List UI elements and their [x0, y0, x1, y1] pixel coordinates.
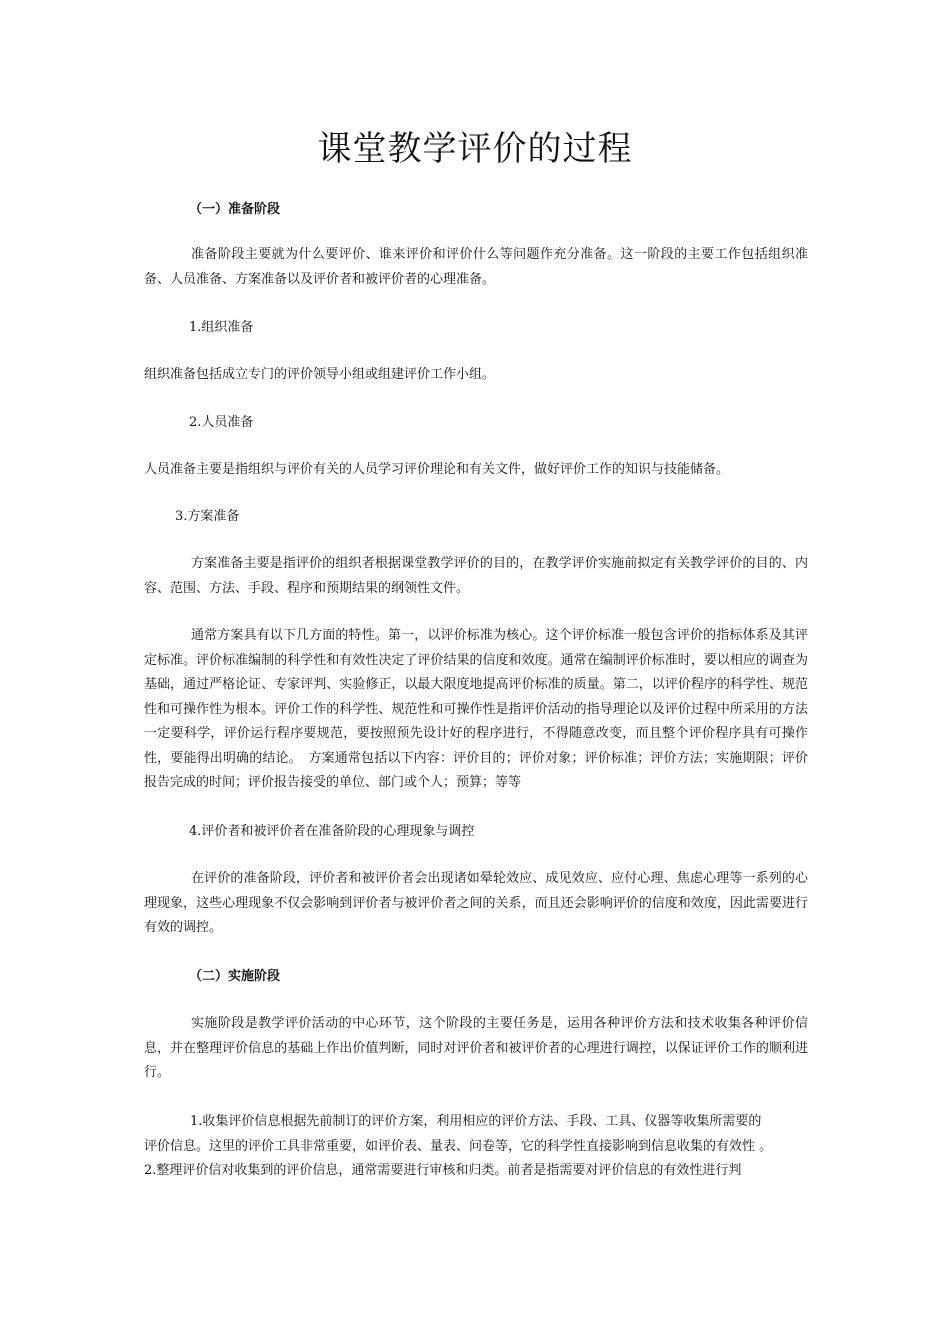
implementation-intro-paragraph: 实施阶段是教学评价活动的中心环节，这个阶段的主要任务是，运用各种评价方法和技术收集各种评价信息，并在整理评价信息的基础上作出价值判断，同时对评价者和被评价者的心理进行调控，以保证评价工作的顺利进行。 — [144, 1016, 808, 1080]
psychology-paragraph: 在评价的准备阶段，评价者和被评价者会出现诸如晕轮效应、成见效应、应付心理、焦虑心理等一系列的心理现象，这些心理现象不仅会影响到评价者与被评价者之间的关系，而且还会影响评价的信度和效度，因此需要进行有效的调控。 — [144, 871, 808, 935]
collect-line-1: 1.收集评价信息根据先前制订的评价方案，利用相应的评价方法、手段、工具、仪器等收集所需要的 — [190, 1114, 762, 1129]
collect-line-2: 评价信息。这里的评价工具非常重要，如评价表、量表、问卷等，它的科学性直接影响到信息收集的有效性 。 — [144, 1139, 773, 1154]
personnel-paragraph: 人员准备主要是指组织与评价有关的人员学习评价理论和有关文件，做好评价工作的知识与技能储备。 — [144, 462, 730, 477]
preparation-intro-paragraph: 准备阶段主要就为什么要评价、谁来评价和评价什么等问题作充分准备。这一阶段的主要工作包括组织准备、人员准备、方案准备以及评价者和被评价者的心理准备。 — [144, 247, 808, 287]
collect-line-3: 2.整理评价信对收集到的评价信息，通常需要进行审核和归类。前者是指需要对评价信息的有效性进行判 — [144, 1163, 742, 1178]
plan-paragraph-1: 方案准备主要是指评价的组织者根据课堂教学评价的目的，在教学评价实施前拟定有关教学评价的目的、内容、范围、方法、手段、程序和预期结果的纲领性文件。 — [144, 556, 808, 596]
subheading-plan: 3.方案准备 — [175, 509, 240, 524]
subheading-psychology: 4.评价者和被评价者在准备阶段的心理现象与调控 — [189, 824, 475, 839]
page-title: 课堂教学评价的过程 — [317, 129, 633, 169]
section-heading-preparation: （一）准备阶段 — [189, 202, 281, 217]
section-heading-implementation: （二）实施阶段 — [189, 969, 281, 984]
organization-paragraph: 组织准备包括成立专门的评价领导小组或组建评价工作小组。 — [144, 367, 496, 382]
plan-paragraph-2: 通常方案具有以下几方面的特性。第一，以评价标准为核心。这个评价标准一般包含评价的指标体系及其评定标准。评价标准编制的科学性和有效性决定了评价结果的信度和效度。通常在编制评价标准时，要以相应的调查为基础，通过严格论证、专家评判、实验修正，以最大限度地提高评价标准的质量。第二，以评价程序的科学性、规范性和可操作性为根本。评价工作的科学性、规范性和可操作性是指评价活动的指导理论以及评价过程中所采用的方法一定要科学，评价运行程序要规范，要按照预先设计好的程序进行，不得随意改变，而且整个评价程序具有可操作性，要能得出明确的结论。 方案通常包括以下内容：评价目的；评价对象；评价标准；评价方法；实施期限；评价报告完成的时间；评价报告接受的单位、部门或个人；预算；等等 — [144, 628, 808, 790]
subheading-organization: 1.组织准备 — [189, 320, 254, 335]
subheading-personnel: 2.人员准备 — [189, 415, 254, 430]
